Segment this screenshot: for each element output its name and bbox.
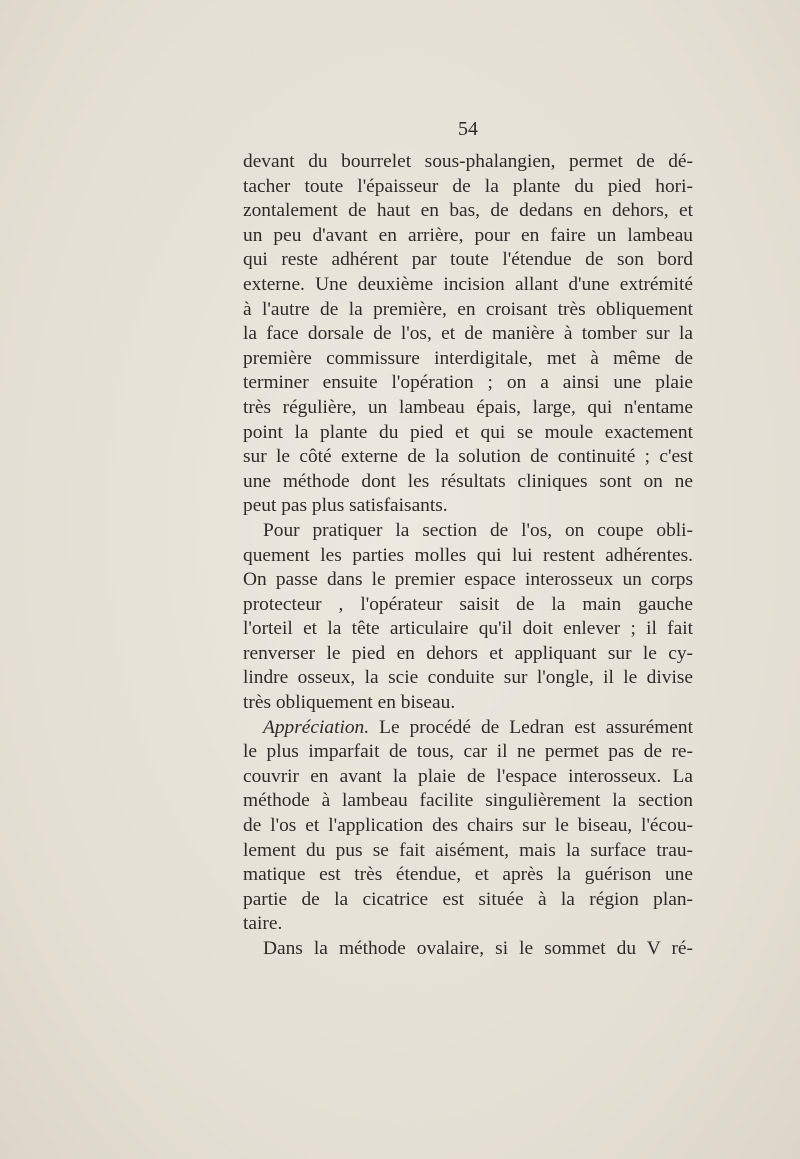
text-line: partie de la cicatrice est située à la région plan- bbox=[243, 888, 693, 910]
text-line: méthode à lambeau facilite singulièrement la section bbox=[243, 790, 693, 812]
text-run: Le procédé de Ledran est assurément bbox=[369, 716, 693, 738]
text-line: On passe dans le premier espace interosseux un corps bbox=[243, 569, 693, 591]
text-line: première commissure interdigitale, met à même de bbox=[243, 347, 693, 369]
paragraph bbox=[243, 519, 693, 716]
text-line: couvrir en avant la plaie de l'espace interosseux. La bbox=[243, 765, 693, 787]
text-line bbox=[243, 716, 693, 741]
paragraph bbox=[243, 937, 693, 962]
text-line: un peu d'avant en arrière, pour en faire un lambeau bbox=[243, 224, 693, 246]
page-number: 54 bbox=[458, 118, 478, 140]
text-line: externe. Une deuxième incision allant d'une extrémité bbox=[243, 273, 693, 295]
text-line: quement les parties molles qui lui restent adhérentes. bbox=[243, 544, 693, 566]
text-line: Dans la méthode ovalaire, si le sommet du V ré- bbox=[263, 938, 693, 959]
text-line: protecteur , l'opérateur saisit de la main gauche bbox=[243, 593, 693, 615]
text-line: peut pas plus satisfaisants. bbox=[243, 495, 448, 517]
text-line: qui reste adhérent par toute l'étendue de son bord bbox=[243, 249, 693, 271]
text-line: une méthode dont les résultats cliniques sont on ne bbox=[243, 470, 693, 492]
text-line: la face dorsale de l'os, et de manière à tomber sur la bbox=[243, 323, 693, 345]
text-line: lement du pus se fait aisément, mais la surface trau- bbox=[243, 839, 693, 861]
text-line: matique est très étendue, et après la guérison une bbox=[243, 864, 693, 886]
text-line: taire. bbox=[243, 913, 283, 935]
text-line: à l'autre de la première, en croisant très obliquement bbox=[243, 298, 693, 320]
text-line: de l'os et l'application des chairs sur le biseau, l'écou- bbox=[243, 815, 693, 837]
text-line: très obliquement en biseau. bbox=[243, 692, 456, 714]
text-line: devant du bourrelet sous-phalangien, permet de dé- bbox=[243, 151, 693, 172]
text-line: sur le côté externe de la solution de continuité ; c'est bbox=[243, 446, 693, 468]
text-line: très régulière, un lambeau épais, large, qui n'entame bbox=[243, 396, 693, 418]
text-line: terminer ensuite l'opération ; on a ainsi une plaie bbox=[243, 372, 693, 394]
paragraph bbox=[243, 150, 693, 519]
italic-lead: Appréciation. bbox=[263, 716, 370, 738]
text-line: l'orteil et la tête articulaire qu'il doit enlever ; il fait bbox=[243, 618, 693, 640]
paragraph bbox=[243, 716, 693, 937]
text-line: tacher toute l'épaisseur de la plante du pied hori- bbox=[243, 175, 693, 197]
text-line: zontalement de haut en bas, de dedans en dehors, et bbox=[243, 200, 693, 222]
text-line: renverser le pied en dehors et appliquant sur le cy- bbox=[243, 642, 693, 664]
text-line: point la plante du pied et qui se moule exactement bbox=[243, 421, 693, 443]
text-line: Pour pratiquer la section de l'os, on coupe obli- bbox=[263, 519, 693, 541]
text-line: le plus imparfait de tous, car il ne permet pas de re- bbox=[243, 741, 693, 763]
text-line: lindre osseux, la scie conduite sur l'ongle, il le divise bbox=[243, 667, 693, 689]
body-text bbox=[243, 150, 693, 962]
